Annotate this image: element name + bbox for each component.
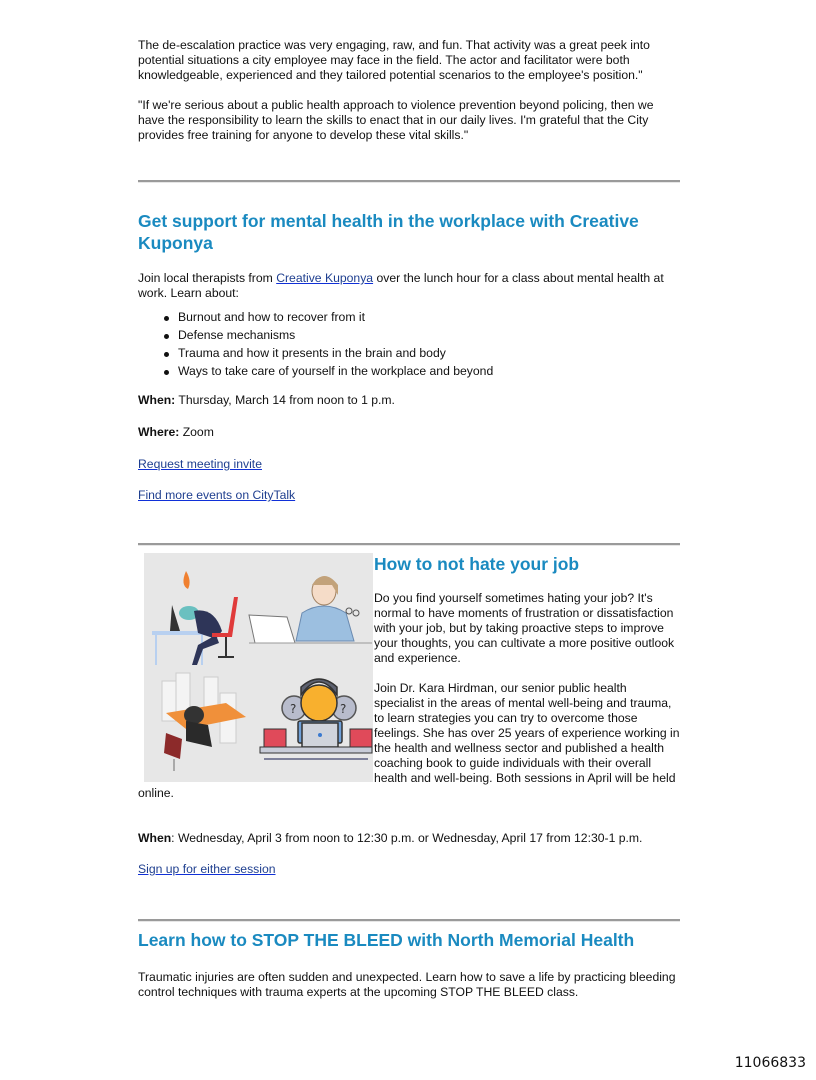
divider xyxy=(138,180,680,183)
when-label: When: xyxy=(138,393,176,407)
svg-text:?: ? xyxy=(340,702,347,716)
intro-quotes xyxy=(138,38,680,143)
section-intro xyxy=(138,271,680,301)
topics-list xyxy=(138,308,680,380)
section-stop-the-bleed xyxy=(138,929,680,1000)
list-item: Trauma and how it presents in the brain and body xyxy=(178,344,680,362)
section-title: How to not hate your job xyxy=(374,554,580,574)
find-more-events-link[interactable]: Find more events on CityTalk xyxy=(138,488,296,502)
when-line xyxy=(138,393,680,408)
list-item: Burnout and how to recover from it xyxy=(178,308,680,326)
image-float-spacer xyxy=(138,553,374,785)
section-paragraph-1: Do you find yourself sometimes hating your job? It's normal to have moments of frustration or dissatisfaction with your job, but by taking proactive steps to improve your thoughts, you can cultivate a more positive outlook and experience. xyxy=(374,591,675,665)
sign-up-session-link[interactable]: Sign up for either session xyxy=(138,862,276,876)
section-hate-your-job xyxy=(138,553,680,877)
when-value: Thursday, March 14 from noon to 1 p.m. xyxy=(175,393,395,407)
divider xyxy=(138,543,680,546)
where-label: Where: xyxy=(138,425,180,439)
list-item: Ways to take care of yourself in the workplace and beyond xyxy=(178,362,680,380)
section-creative-kuponya xyxy=(138,210,680,503)
intro-text-before: Join local therapists from xyxy=(138,271,277,285)
when-line xyxy=(138,831,680,846)
where-value: Zoom xyxy=(179,425,214,439)
where-line xyxy=(138,425,680,440)
intro-text-after: over the lunch hour for a class about mental health at work. Learn about: xyxy=(138,271,664,300)
document-id: 11066833 xyxy=(734,1055,806,1071)
section-paragraph-2: Join Dr. Kara Hirdman, our senior public health specialist in the areas of mental well-being and trauma, to learn strategies you can try to overcome those feelings. She has over 25 years of experience working in the health and wellness sector and published a health coaching book to guide individuals with their overall health and well-being. Both sessions in April will be held online. xyxy=(138,681,680,800)
when-label: When xyxy=(138,831,172,845)
quote-paragraph-1: The de-escalation practice was very engaging, raw, and fun. That activity was a great peek into potential situations a city employee may face in the field. The actor and facilitator were both knowledgeable, experienced and they tailored potential scenarios to the employee's position." xyxy=(138,38,650,82)
creative-kuponya-link[interactable]: Creative Kuponya xyxy=(276,271,374,285)
quote-paragraph-2: "If we're serious about a public health approach to violence prevention beyond policing, then we have the responsibility to learn the skills to enact that in our daily lives. I'm grateful that the City provides free training for anyone to develop these vital skills." xyxy=(138,98,654,142)
section-title: Learn how to STOP THE BLEED with North Memorial Health xyxy=(138,930,635,950)
svg-text:?: ? xyxy=(290,702,297,716)
section-paragraph-1: Traumatic injuries are often sudden and unexpected. Learn how to save a life by practicing bleeding control techniques with trauma experts at the upcoming STOP THE BLEED class. xyxy=(138,970,676,999)
divider xyxy=(138,919,680,922)
list-item: Defense mechanisms xyxy=(178,326,680,344)
section-title: Get support for mental health in the workplace with Creative Kuponya xyxy=(138,211,639,253)
when-value: : Wednesday, April 3 from noon to 12:30 p.m. or Wednesday, April 17 from 12:30-1 p.m. xyxy=(171,831,643,845)
request-meeting-invite-link[interactable]: Request meeting invite xyxy=(138,457,262,471)
